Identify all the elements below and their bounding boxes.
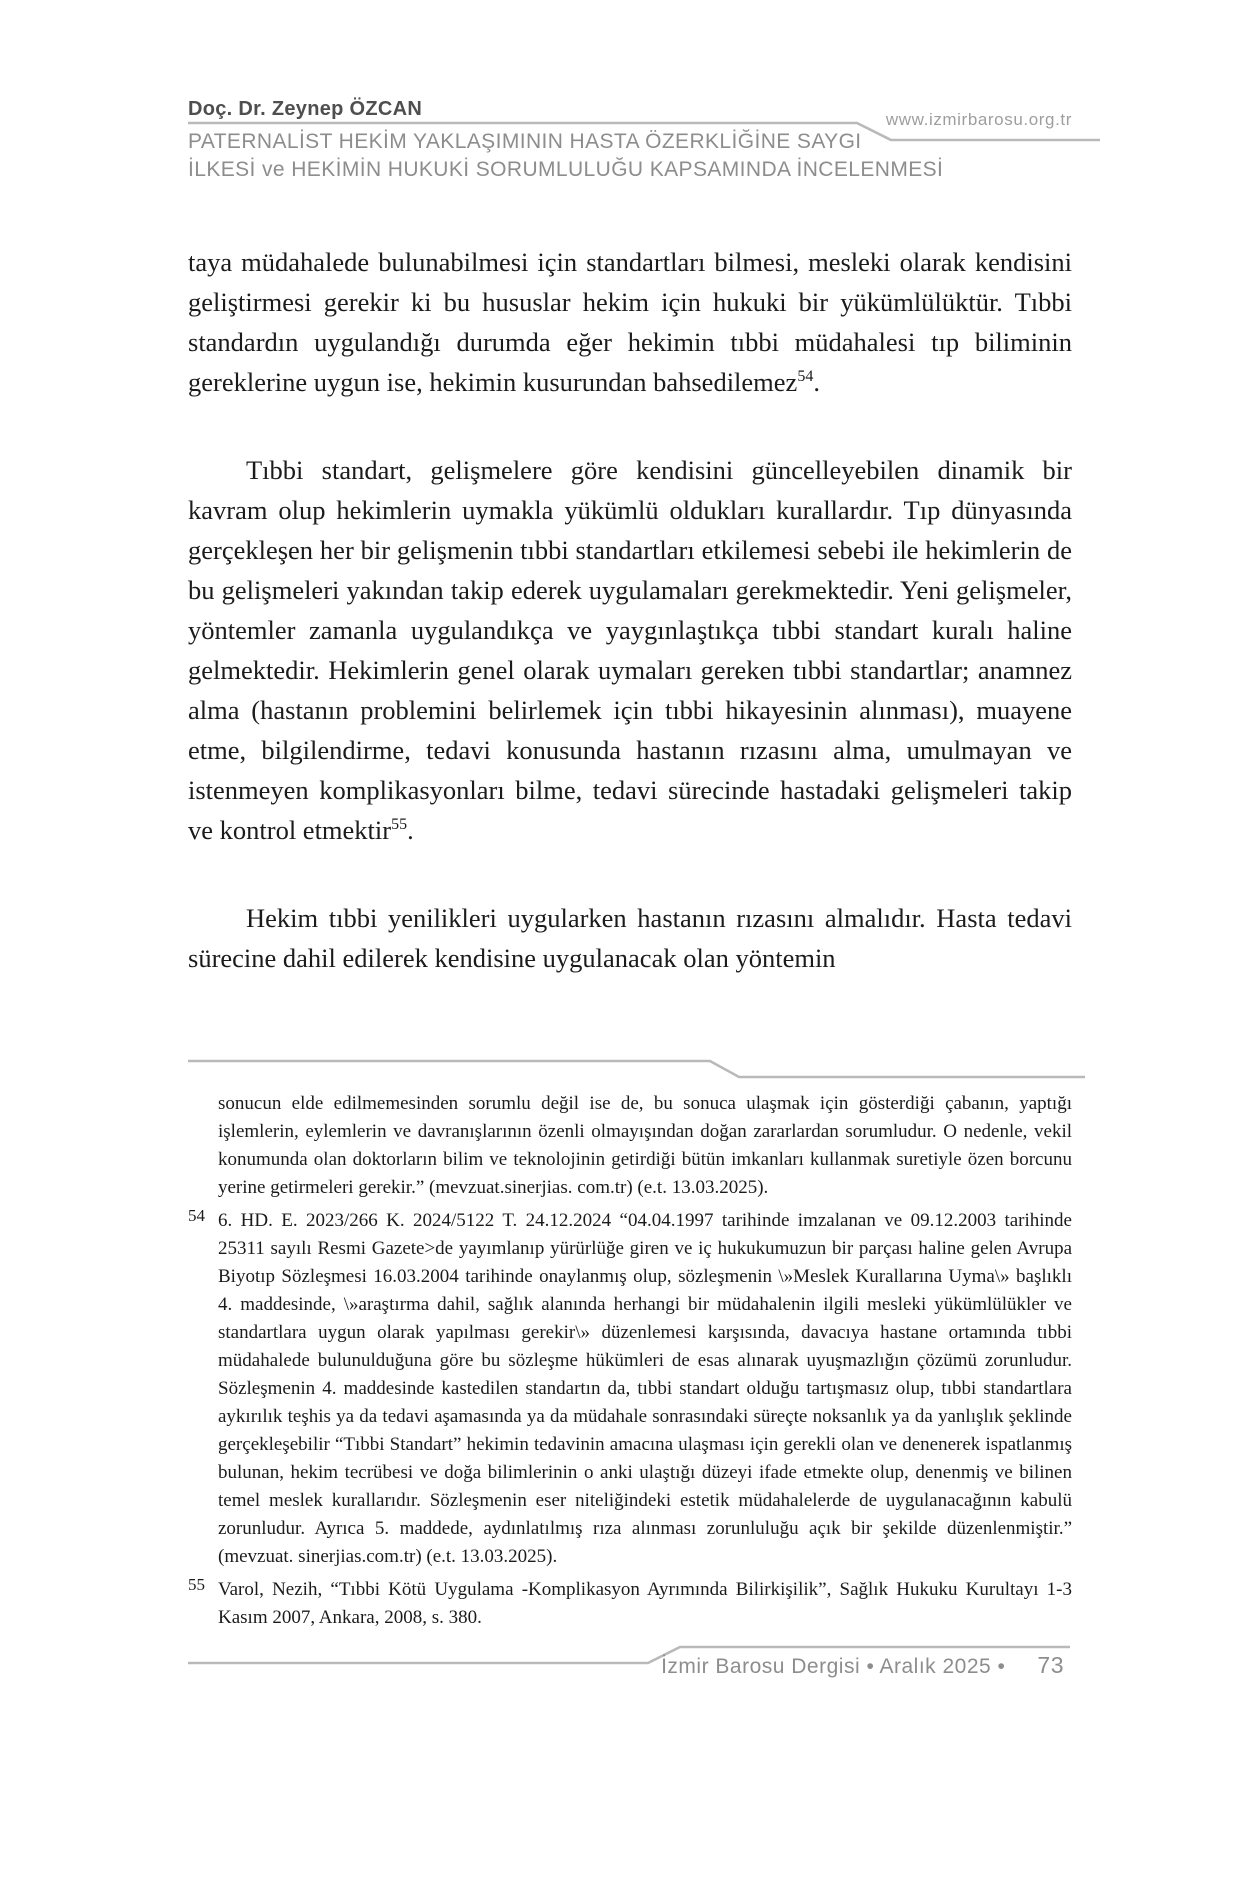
footnote-reference: 55: [391, 816, 408, 834]
footnote-item: [188, 1207, 1072, 1571]
footnote-number: 54: [188, 1206, 205, 1225]
footnote-text: 6. HD. E. 2023/266 K. 2024/5122 T. 24.12.2024 “04.04.1997 tarihinde imzalanan ve 09.12.2003 tarihinde 25311 sayılı Resmi Gazete>de yayımlanıp yürürlüğe giren ve iç hukukumuzun bir parçası haline gelen Avrupa Biyotıp Sözleşmesi 16.03.2004 tarihinde onaylanmış olup, sözleşmenin \»Meslek Kurallarına Uyma\» başlıklı 4. maddesinde, \»araştırma dahil, sağlık alanında herhangi bir müdahalenin ilgili mesleki yükümlülükler ve standartlara uygun olarak yapılması gerekir\» düzenlemesi karşısında, davacıya hastane ortamında tıbbi müdahalede bulunulduğuna göre bu sözleşme hükümleri de esas alınarak uyuşmazlığın çözümü zorunludur. Sözleşmenin 4. maddesinde kastedilen standartın da, tıbbi standart olduğu tartışmasız olup, tıbbi standartlara aykırılık teşhis ya da tedavi aşamasında ya da müdahale sonrasındaki süreçte noksanlık ya da yanlışlık şeklinde gerçekleşebilir “Tıbbi Standart” hekimin tedavinin amacına ulaşması için gerekli olan ve denenerek ispatlanmış bulunan, hekim tecrübesi ve doğa bilimlerinin o anki ulaştığı düzeyi ifade etmekte olup, denenmiş ve bilinen temel meslek kurallarıdır. Sözleşmenin eser niteliğindeki estetik müdahalelerde de uygulanacağının kabulü zorunludur. Ayrıca 5. maddede, aydınlatılmış rıza alınması zorunluluğu açık bir şekilde düzenlenmiştir.” (mevzuat. sinerjias.com.tr) (e.t. 13.03.2025).: [218, 1210, 1072, 1567]
footnote-number: 55: [188, 1575, 205, 1594]
article-body: [188, 242, 1072, 978]
journal-name: İzmir Barosu Dergisi • Aralık 2025 •: [661, 1655, 1006, 1678]
article-title-line1: PATERNALİST HEKİM YAKLAŞIMININ HASTA ÖZERKLİĞİNE SAYGI: [188, 130, 862, 153]
footnotes-list: [188, 1090, 1072, 1637]
footnote-separator-line: [188, 1061, 1085, 1077]
footnote-text: Varol, Nezih, “Tıbbi Kötü Uygulama -Komplikasyon Ayrımında Bilirkişilik”, Sağlık Hukuku Kurultayı 1-3 Kasım 2007, Ankara, 2008, s. 380.: [218, 1579, 1072, 1628]
body-paragraph: Tıbbi standart, gelişmelere göre kendisini güncelleyebilen dinamik bir kavram olup hekimlerin uymakla yükümlü oldukları kurallardır. Tıp dünyasında gerçekleşen her bir gelişmenin tıbbi standartları etkilemesi sebebi ile hekimlerin de bu gelişmeleri yakından takip ederek uygulamaları gerekmektedir. Yeni gelişmeler, yöntemler zamanla uygulandıkça ve yaygınlaştıkça tıbbi standart kuralı haline gelmektedir. Hekimlerin genel olarak uymaları gereken tıbbi standartlar; anamnez alma (hastanın problemini belirlemek için tıbbi hikayesinin alınması), muayene etme, bilgilendirme, tedavi konusunda hastanın rızasını alma, umulmayan ve istenmeyen komplikasyonları bilme, tedavi sürecinde hastadaki gelişmeleri takip ve kontrol etmektir$^{55}$.: [188, 455, 1072, 845]
article-title-line2: İLKESİ ve HEKİMİN HUKUKİ SORUMLULUĞU KAPSAMINDA İNCELENMESİ: [188, 158, 944, 181]
footer-text: [661, 1652, 1064, 1679]
author-name: Doç. Dr. Zeynep ÖZCAN: [188, 98, 423, 120]
footnote-item: [188, 1576, 1072, 1632]
page-number: 73: [1037, 1652, 1064, 1678]
body-paragraph: Hekim tıbbi yenilikleri uygularken hastanın rızasını almalıdır. Hasta tedavi sürecine dahil edilerek kendisine uygulanacak olan yöntemin: [188, 903, 1072, 973]
footnote-reference: 54: [797, 368, 814, 386]
footnote-item: [188, 1090, 1072, 1202]
body-paragraph: taya müdahalede bulunabilmesi için standartları bilmesi, mesleki olarak kendisini geliştirmesi gerekir ki bu hususlar hekim için hukuki bir yükümlülüktür. Tıbbi standardın uygulandığı durumda eğer hekimin tıbbi müdahalesi tıp biliminin gereklerine uygun ise, hekimin kusurundan bahsedilemez$^{54}$.: [188, 247, 1072, 397]
footnote-text: sonucun elde edilmemesinden sorumlu değil ise de, bu sonuca ulaşmak için gösterdiği çabanın, yaptığı işlemlerin, eylemlerin ve davranışlarının özenli olmayışından doğan zararlardan sorumludur. O nedenle, vekil konumunda olan doktorların bilim ve teknolojinin getirdiği bütün imkanları kullanmak suretiyle özen borcunu yerine getirmeleri gerekir.” (mevzuat.sinerjias. com.tr) (e.t. 13.03.2025).: [218, 1093, 1072, 1198]
website-url: www.izmirbarosu.org.tr: [885, 110, 1072, 129]
